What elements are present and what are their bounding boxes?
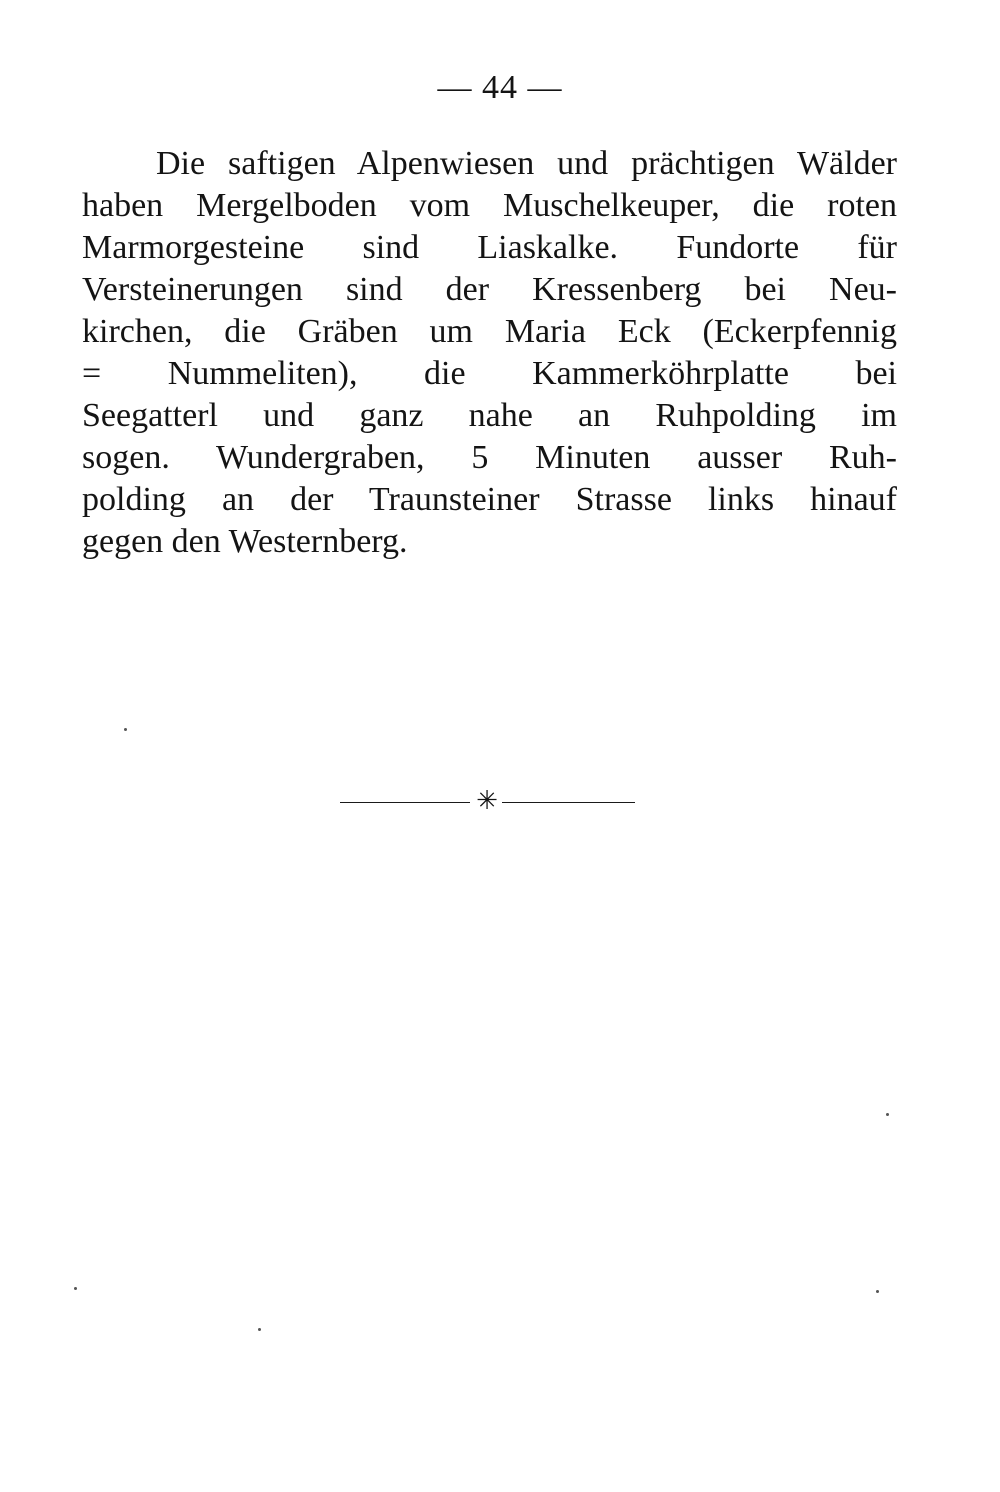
paragraph	[82, 143, 897, 563]
paragraph-line: sogen. Wundergraben, 5 Minuten ausser Ruh-	[82, 439, 897, 476]
paragraph-line: polding an der Traunsteiner Strasse links hinauf	[82, 481, 897, 518]
paragraph-line: Die saftigen Alpenwiesen und prächtigen Wälder	[156, 145, 897, 182]
section-divider	[340, 788, 635, 818]
page-number: — 44 —	[437, 69, 563, 106]
paragraph-line: Seegatterl und ganz nahe an Ruhpolding im	[82, 397, 897, 434]
paragraph-line: = Nummeliten), die Kammerköhrplatte bei	[82, 355, 897, 392]
paper-speck	[258, 1328, 261, 1331]
paper-speck	[876, 1290, 879, 1293]
paragraph-line: gegen den Westernberg.	[82, 523, 408, 560]
paper-speck	[74, 1287, 77, 1290]
paragraph-line: Marmorgesteine sind Liaskalke. Fundorte für	[82, 229, 897, 266]
paragraph-line: Versteinerungen sind der Kressenberg bei Neu-	[82, 271, 897, 308]
divider-rule-right	[502, 802, 635, 803]
divider-rule-left	[340, 802, 470, 803]
paper-speck	[886, 1113, 889, 1116]
asterism-icon: ✳	[476, 786, 498, 816]
paragraph-line: kirchen, die Gräben um Maria Eck (Eckerpfennig	[82, 313, 897, 350]
paper-speck	[124, 728, 127, 731]
paragraph-line: haben Mergelboden vom Muschelkeuper, die roten	[82, 187, 897, 224]
